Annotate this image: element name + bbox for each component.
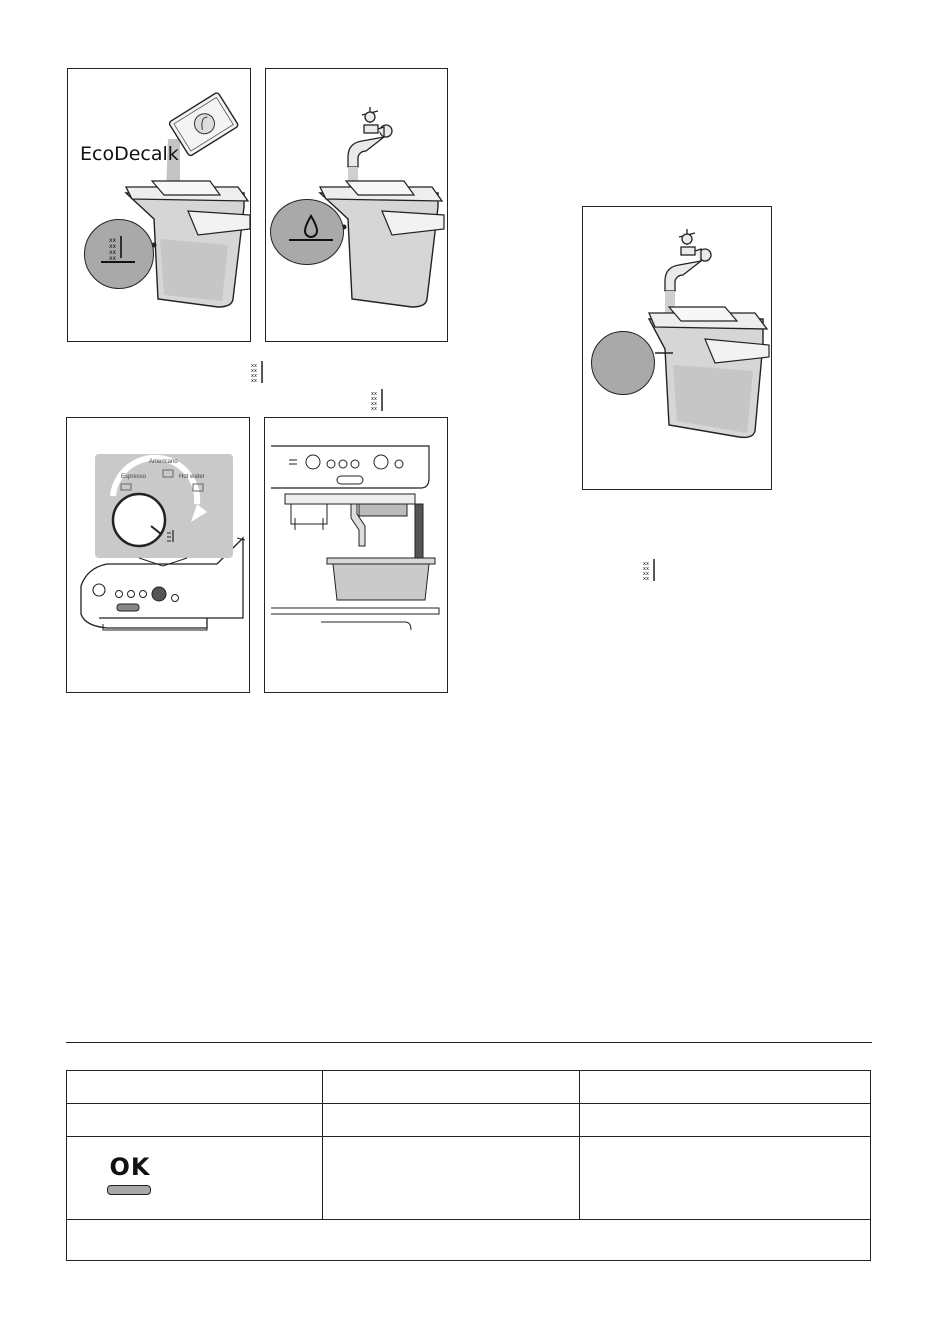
table-cell <box>323 1104 580 1137</box>
figure-refill-tank <box>582 206 772 490</box>
table-cell <box>67 1104 323 1137</box>
svg-text:xx: xx <box>109 255 117 262</box>
svg-text:xx: xx <box>371 401 377 407</box>
table-cell <box>580 1137 871 1220</box>
tank-descaler-illustration <box>68 69 251 342</box>
table-cell <box>67 1220 871 1261</box>
ok-bar-icon <box>107 1185 151 1195</box>
table-cell <box>323 1071 580 1104</box>
dial-label-hot-water: Hot water <box>179 474 205 480</box>
section-divider <box>66 1042 872 1043</box>
table-header-row <box>67 1071 871 1104</box>
svg-text:xx: xx <box>643 571 649 577</box>
ecodecalk-label: EcoDecalk <box>80 143 179 165</box>
svg-text:xx: xx <box>643 561 649 567</box>
svg-text:xx: xx <box>251 368 257 374</box>
water-tap-icon <box>348 107 392 167</box>
water-level-badge <box>270 199 344 265</box>
water-tap-icon <box>665 229 711 291</box>
svg-text:xx: xx <box>371 406 377 412</box>
svg-text:xx: xx <box>371 396 377 402</box>
ok-label: OK <box>109 1153 151 1181</box>
water-drop-icon <box>271 200 343 264</box>
svg-text:xx: xx <box>251 378 257 384</box>
svg-text:xx: xx <box>643 566 649 572</box>
machine-container-illustration <box>265 418 448 693</box>
table-row <box>67 1137 871 1220</box>
svg-text:xx: xx <box>109 243 117 250</box>
descale-symbol-icon <box>250 360 264 384</box>
svg-text:xx: xx <box>251 373 257 379</box>
status-table <box>66 1070 871 1261</box>
table-footer-row <box>67 1220 871 1261</box>
descale-level-badge <box>84 219 154 289</box>
dial-label-americano: Americano <box>149 459 178 465</box>
svg-text:xx: xx <box>109 249 117 256</box>
svg-text:xx: xx <box>371 391 377 397</box>
table-cell <box>323 1137 580 1220</box>
table-cell <box>67 1137 323 1220</box>
figure-container-under-outlet <box>264 417 448 693</box>
table-cell <box>580 1104 871 1137</box>
table-cell <box>67 1071 323 1104</box>
figure-fill-water <box>265 68 448 342</box>
svg-text:xx: xx <box>643 576 649 582</box>
dial-label-espresso: Espresso <box>121 474 147 480</box>
figure-descaler-pour <box>67 68 251 342</box>
figure-selector-dial <box>66 417 250 693</box>
table-cell <box>580 1071 871 1104</box>
ok-button-display <box>107 1153 153 1195</box>
level-badge-blank <box>591 331 655 395</box>
descale-symbol-icon <box>85 220 153 288</box>
table-row <box>67 1104 871 1137</box>
svg-text:xx: xx <box>251 363 257 369</box>
svg-text:xx: xx <box>109 237 117 244</box>
descale-symbol-icon <box>370 388 384 412</box>
descale-symbol-icon <box>642 558 656 582</box>
